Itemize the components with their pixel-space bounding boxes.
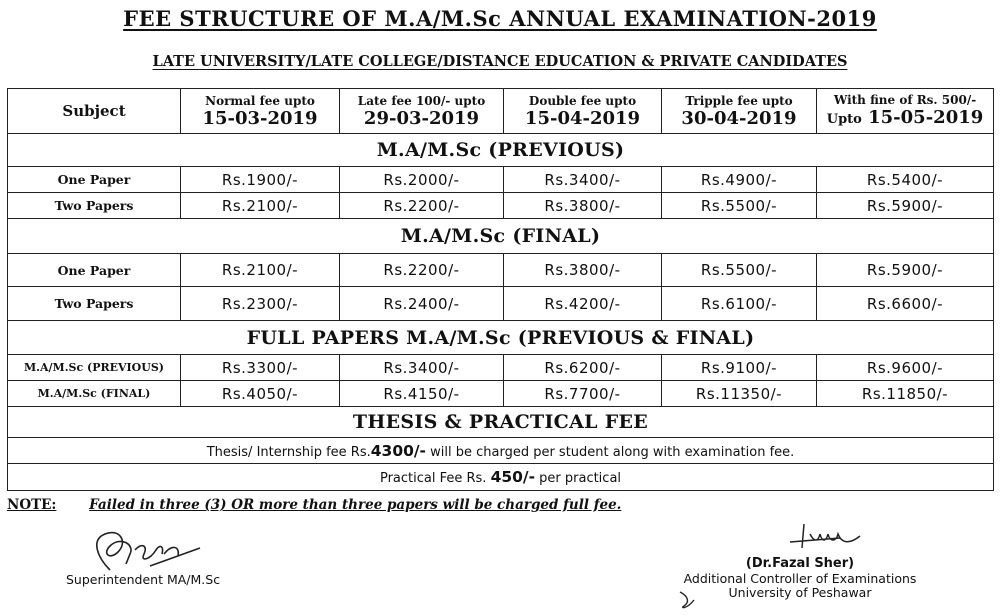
table-row xyxy=(8,381,994,407)
controller-signature xyxy=(780,514,870,558)
section-heading-final: M.A/M.Sc (FINAL) xyxy=(8,219,994,254)
practical-fee-suffix: per practical xyxy=(535,471,622,486)
practical-fee-text xyxy=(8,464,994,491)
table-row xyxy=(8,193,994,219)
header-label: Double fee upto xyxy=(528,93,637,108)
header-date: 29-03-2019 xyxy=(363,107,480,129)
header-double-fee xyxy=(504,89,662,134)
controller-title: Additional Controller of Examinations xyxy=(683,570,917,586)
header-date-value: 15-05-2019 xyxy=(868,106,984,128)
header-fine-fee xyxy=(817,89,994,134)
table-row xyxy=(8,254,994,287)
note xyxy=(7,497,993,513)
thesis-fee-row xyxy=(8,438,994,464)
header-date-prefix: Upto xyxy=(826,111,862,127)
fee-cell: Rs.3400/- xyxy=(340,355,504,381)
thesis-fee-amount: 4300/- xyxy=(370,441,426,460)
section-heading-full-papers: FULL PAPERS M.A/M.Sc (PREVIOUS & FINAL) xyxy=(8,321,994,355)
fee-cell: Rs.5900/- xyxy=(817,193,994,219)
table-row xyxy=(8,167,994,193)
document-subtitle: LATE UNIVERSITY/LATE COLLEGE/DISTANCE EDUCATION & PRIVATE CANDIDATES xyxy=(152,53,848,70)
fee-cell: Rs.2100/- xyxy=(181,254,340,287)
fee-cell: Rs.5400/- xyxy=(817,167,994,193)
note-label: NOTE: xyxy=(7,497,57,513)
document-title: FEE STRUCTURE OF M.A/M.Sc ANNUAL EXAMINATION-2019 xyxy=(123,6,877,31)
fee-cell: Rs.3300/- xyxy=(181,355,340,381)
fee-cell: Rs.2400/- xyxy=(340,287,504,321)
header-tripple-fee xyxy=(662,89,817,134)
row-label: M.A/M.Sc (FINAL) xyxy=(8,381,181,407)
header-label: Tripple fee upto xyxy=(685,93,793,108)
fee-cell: Rs.2100/- xyxy=(181,193,340,219)
fee-cell: Rs.4150/- xyxy=(340,381,504,407)
fee-cell: Rs.6200/- xyxy=(504,355,662,381)
header-subject: Subject xyxy=(8,89,181,134)
fee-cell: Rs.2200/- xyxy=(340,254,504,287)
fee-cell: Rs.4050/- xyxy=(181,381,340,407)
fee-cell: Rs.11350/- xyxy=(662,381,817,407)
section-heading-thesis: THESIS & PRACTICAL FEE xyxy=(8,407,994,438)
thesis-fee-suffix: will be charged per student along with examination fee. xyxy=(425,444,795,460)
note-text: Failed in three (3) OR more than three papers will be charged full fee. xyxy=(89,497,622,513)
fee-cell: Rs.5500/- xyxy=(662,193,817,219)
fee-cell: Rs.6100/- xyxy=(662,287,817,321)
header-label: With fine of Rs. 500/- xyxy=(833,92,977,107)
header-date: 15-03-2019 xyxy=(202,107,318,129)
header-row xyxy=(8,89,994,134)
controller-org: University of Peshawar xyxy=(728,585,872,600)
thesis-fee-text xyxy=(8,438,994,464)
header-label: Late fee 100/- upto xyxy=(357,93,486,108)
fee-cell: Rs.1900/- xyxy=(181,167,340,193)
controller-name: (Dr.Fazal Sher) xyxy=(745,556,855,571)
practical-fee-prefix: Practical Fee Rs. xyxy=(379,471,491,486)
practical-fee-row xyxy=(8,464,994,491)
row-label: Two Papers xyxy=(8,193,181,219)
fee-cell: Rs.5500/- xyxy=(662,254,817,287)
row-label: One Paper xyxy=(8,254,181,287)
table-row xyxy=(8,355,994,381)
fee-cell: Rs.7700/- xyxy=(504,381,662,407)
fee-cell: Rs.3400/- xyxy=(504,167,662,193)
fee-cell: Rs.4200/- xyxy=(504,287,662,321)
initial-mark xyxy=(676,588,700,612)
row-label: Two Papers xyxy=(8,287,181,321)
fee-cell: Rs.2000/- xyxy=(340,167,504,193)
fee-cell: Rs.3800/- xyxy=(504,193,662,219)
header-label: Normal fee upto xyxy=(205,93,315,108)
fee-cell: Rs.2300/- xyxy=(181,287,340,321)
superintendent-title: Superintendent MA/M.Sc xyxy=(66,572,221,587)
fee-cell: Rs.6600/- xyxy=(817,287,994,321)
table-row xyxy=(8,287,994,321)
header-date: 15-04-2019 xyxy=(524,107,641,129)
fee-cell: Rs.9100/- xyxy=(662,355,817,381)
practical-fee-amount: 450/- xyxy=(490,468,536,486)
row-label: M.A/M.Sc (PREVIOUS) xyxy=(8,355,181,381)
fee-cell: Rs.2200/- xyxy=(340,193,504,219)
header-date xyxy=(817,108,993,130)
fee-cell: Rs.4900/- xyxy=(662,167,817,193)
fee-cell: Rs.3800/- xyxy=(504,254,662,287)
section-heading-previous: M.A/M.Sc (PREVIOUS) xyxy=(8,134,994,167)
row-label: One Paper xyxy=(8,167,181,193)
fee-cell: Rs.5900/- xyxy=(817,254,994,287)
header-date: 30-04-2019 xyxy=(681,107,797,129)
fee-table xyxy=(7,88,994,491)
thesis-fee-prefix: Thesis/ Internship fee Rs. xyxy=(206,444,371,460)
header-late-fee xyxy=(340,89,504,134)
header-normal-fee xyxy=(181,89,340,134)
fee-cell: Rs.9600/- xyxy=(817,355,994,381)
fee-cell: Rs.11850/- xyxy=(817,381,994,407)
